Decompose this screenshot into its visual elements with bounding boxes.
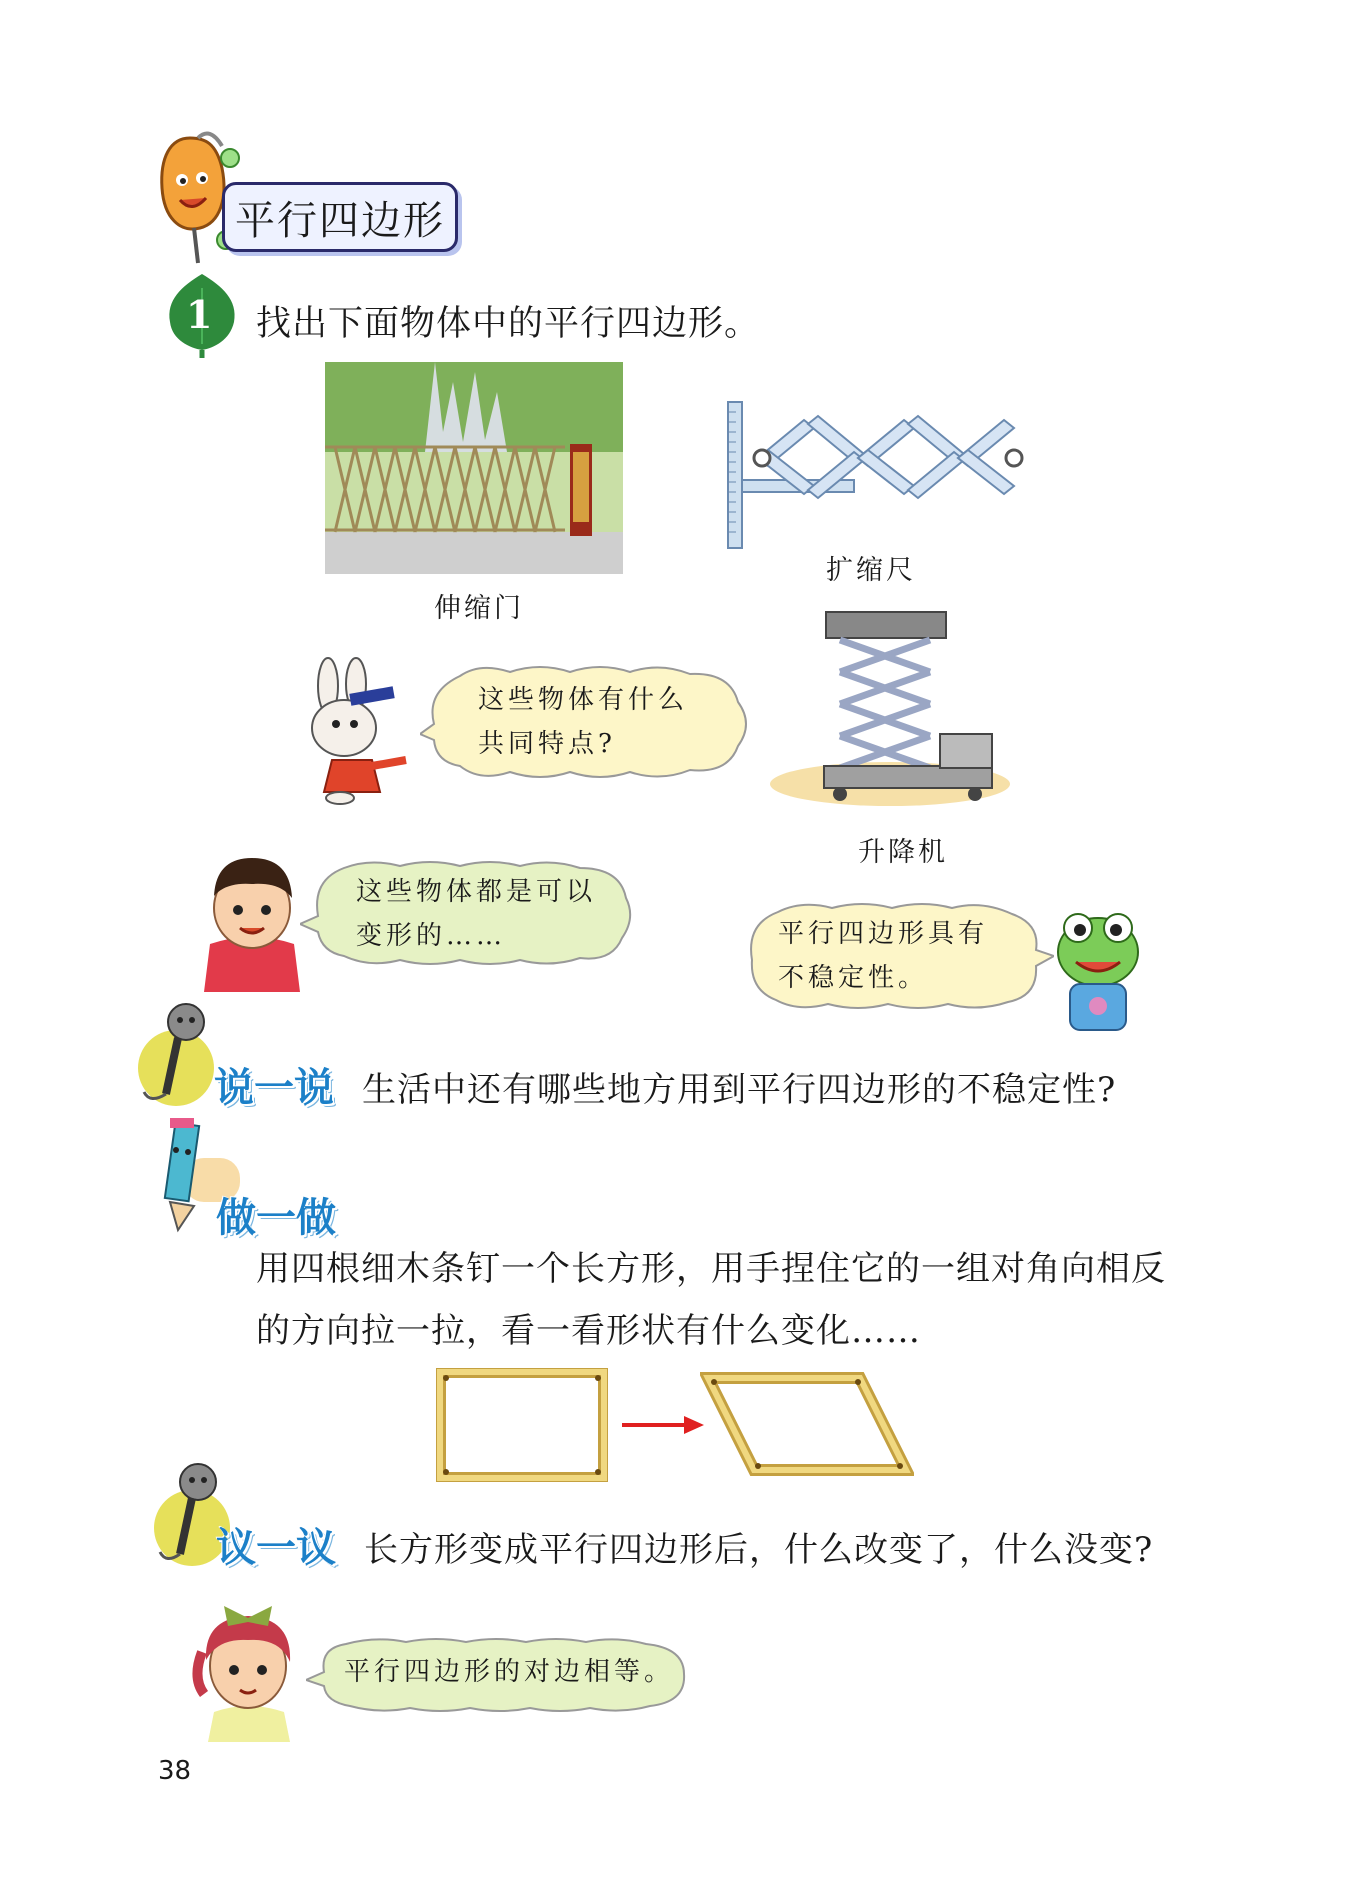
question-number: 1 — [186, 292, 213, 337]
caption-ruler: 扩缩尺 — [826, 555, 916, 586]
discuss-text: 长方形变成平行四边形后，什么改变了，什么没变? — [364, 1530, 1154, 1570]
bubble-girl-text — [344, 1650, 674, 1694]
discuss-section-label: 议一议 — [216, 1525, 336, 1571]
boy-character-icon — [196, 844, 308, 994]
bubble-frog-text — [778, 912, 988, 1000]
rectangle-frame-drawing — [436, 1368, 608, 1482]
bubble-line: 这些物体都是可以 — [356, 877, 597, 907]
caption-gate: 伸缩门 — [434, 593, 524, 624]
parallelogram-frame-drawing — [700, 1370, 914, 1478]
frog-character-icon — [1050, 906, 1146, 1038]
pantograph-ruler-drawing — [722, 400, 1038, 550]
say-text: 生活中还有哪些地方用到平行四边形的不稳定性? — [362, 1070, 1117, 1110]
rabbit-character-icon — [296, 656, 426, 806]
bubble-line: 平行四边形的对边相等。 — [344, 1657, 675, 1687]
bubble-line: 不稳定性。 — [778, 963, 929, 994]
microphone-mascot-icon — [136, 1002, 220, 1112]
bubble-rabbit-text — [478, 678, 688, 766]
scissor-lift-drawing — [770, 604, 1020, 808]
say-section-label: 说一说 — [214, 1065, 334, 1111]
caption-lift: 升降机 — [858, 837, 948, 868]
transform-arrow-icon — [622, 1414, 704, 1436]
do-section-label: 做一做 — [216, 1195, 336, 1241]
do-line: 用四根细木条钉一个长方形，用手捏住它的一组对角向相反 — [256, 1249, 1166, 1289]
question-text: 找出下面物体中的平行四边形。 — [256, 304, 761, 344]
do-instructions — [256, 1238, 1166, 1362]
girl-character-icon — [184, 1582, 314, 1742]
do-line: 的方向拉一拉，看一看形状有什么变化…… — [256, 1311, 921, 1351]
bubble-boy-text — [356, 870, 596, 958]
bubble-line: 平行四边形具有 — [778, 919, 989, 949]
lesson-title: 平行四边形 — [222, 182, 458, 252]
bubble-line: 变形的…… — [356, 921, 507, 952]
page-number: 38 — [158, 1756, 192, 1786]
telescopic-gate-photo — [325, 362, 623, 574]
bubble-line: 这些物体有什么 — [478, 685, 689, 715]
bubble-line: 共同特点? — [478, 729, 616, 760]
